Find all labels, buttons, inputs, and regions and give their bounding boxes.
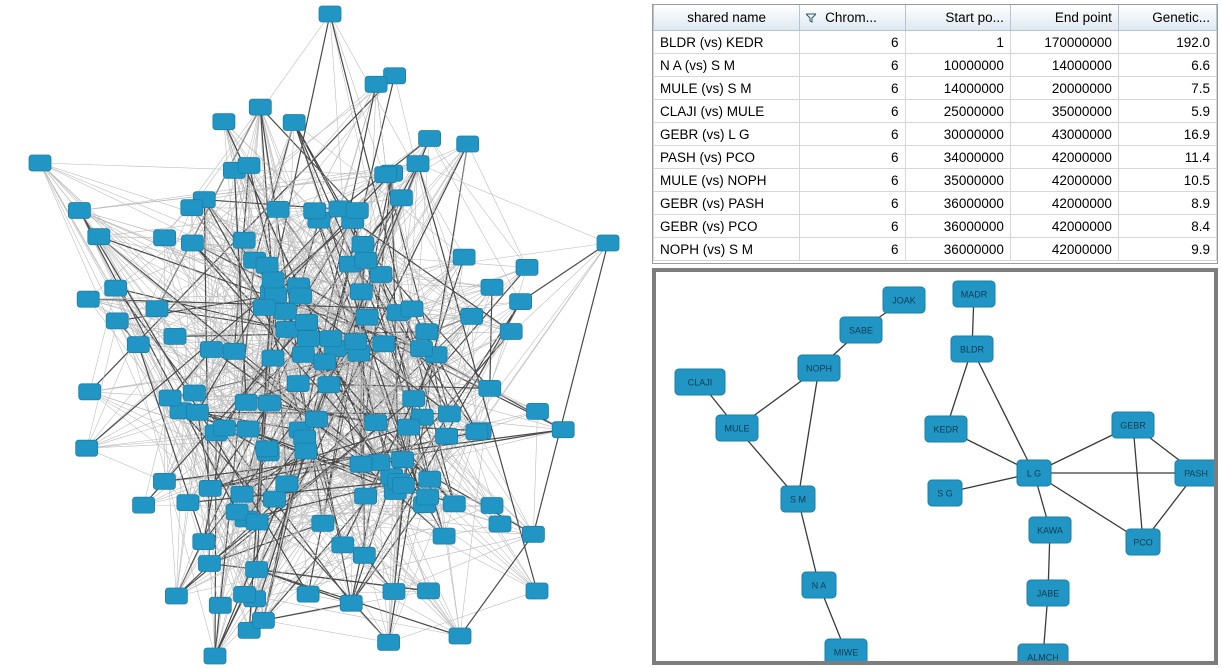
main-network-node[interactable] <box>177 495 199 511</box>
filter-icon[interactable] <box>806 11 816 21</box>
table-cell-start_point[interactable]: 36000000 <box>905 192 1010 215</box>
table-row[interactable] <box>654 146 1217 169</box>
main-network-node[interactable] <box>246 562 268 578</box>
main-network-node[interactable] <box>453 249 475 265</box>
main-network-node[interactable] <box>77 291 99 307</box>
main-network-node[interactable] <box>274 303 296 319</box>
main-network-node[interactable] <box>552 422 574 438</box>
subnetwork-node-kawa[interactable] <box>1029 517 1071 543</box>
subnetwork-node-miwe[interactable] <box>825 639 867 661</box>
main-network-node[interactable] <box>133 497 155 513</box>
main-network-node[interactable] <box>200 342 222 358</box>
table-cell-genetic[interactable]: 8.9 <box>1118 192 1216 215</box>
main-network-node[interactable] <box>213 420 235 436</box>
subnetwork-edge[interactable] <box>972 349 1034 473</box>
table-cell-shared_name[interactable]: GEBR (vs) L G <box>654 123 800 146</box>
main-network-edge <box>418 164 608 243</box>
main-network-node[interactable] <box>392 477 414 493</box>
main-network-node[interactable] <box>209 597 231 613</box>
main-network-node[interactable] <box>417 489 439 505</box>
subnetwork-node-noph[interactable] <box>798 355 840 381</box>
main-network-node[interactable] <box>466 424 488 440</box>
main-network-node[interactable] <box>267 201 289 217</box>
main-network-node[interactable] <box>401 301 423 317</box>
node-label: BLDR <box>959 344 985 355</box>
node-label: JABE <box>1036 588 1060 599</box>
table-row[interactable] <box>654 100 1217 123</box>
table-cell-shared_name[interactable]: BLDR (vs) KEDR <box>654 31 800 54</box>
main-network-node[interactable] <box>500 324 522 340</box>
main-network-node[interactable] <box>350 284 372 300</box>
main-network-node[interactable] <box>365 415 387 431</box>
column-header-end-point[interactable] <box>1010 5 1118 31</box>
main-network-node[interactable] <box>186 404 208 420</box>
table-cell-chromosome[interactable]: 6 <box>800 215 905 238</box>
main-network-node[interactable] <box>256 441 278 457</box>
table-cell-start_point[interactable]: 14000000 <box>905 77 1010 100</box>
table-cell-genetic[interactable]: 16.9 <box>1118 123 1216 146</box>
table-row[interactable] <box>654 123 1217 146</box>
node-label: SABE <box>848 325 874 336</box>
table-cell-chromosome[interactable]: 6 <box>800 100 905 123</box>
table-cell-genetic[interactable]: 8.4 <box>1118 215 1216 238</box>
main-network-node[interactable] <box>522 526 544 542</box>
table-cell-genetic[interactable]: 5.9 <box>1118 100 1216 123</box>
main-network-node[interactable] <box>276 321 298 337</box>
table-cell-start_point[interactable]: 36000000 <box>905 215 1010 238</box>
subnetwork-node-sg[interactable] <box>928 480 962 506</box>
main-network-node[interactable] <box>235 394 257 410</box>
table-cell-start_point[interactable]: 10000000 <box>905 54 1010 77</box>
main-network-node[interactable] <box>181 235 203 251</box>
table-row[interactable] <box>654 31 1217 54</box>
subnetwork-node-sm[interactable] <box>781 486 815 512</box>
table-cell-chromosome[interactable]: 6 <box>800 31 905 54</box>
main-network-node[interactable] <box>481 279 503 295</box>
main-network-node[interactable] <box>418 583 440 599</box>
main-network-node[interactable] <box>306 411 328 427</box>
node-label: GEBR <box>1120 420 1146 431</box>
main-network-node[interactable] <box>204 648 226 664</box>
table-cell-end_point[interactable]: 35000000 <box>1010 100 1118 123</box>
main-network-node[interactable] <box>237 421 259 437</box>
main-network-node[interactable] <box>262 272 284 288</box>
main-network-node[interactable] <box>332 537 354 553</box>
main-network-node[interactable] <box>419 471 441 487</box>
table-cell-end_point[interactable]: 42000000 <box>1010 215 1118 238</box>
column-label-chromosome: Chrom... <box>825 10 877 25</box>
table-cell-genetic[interactable]: 9.9 <box>1118 238 1216 261</box>
column-label-genetic: Genetic... <box>1152 10 1210 25</box>
main-network-node[interactable] <box>365 76 387 92</box>
main-network-node[interactable] <box>479 380 501 396</box>
main-network-node[interactable] <box>383 584 405 600</box>
main-network-node[interactable] <box>287 376 309 392</box>
column-header-start-point[interactable] <box>905 5 1010 31</box>
main-network-node[interactable] <box>352 236 374 252</box>
table-cell-chromosome[interactable]: 6 <box>800 77 905 100</box>
table-cell-shared_name[interactable]: MULE (vs) NOPH <box>654 169 800 192</box>
table-cell-shared_name[interactable]: CLAJI (vs) MULE <box>654 100 800 123</box>
table-row[interactable] <box>654 238 1217 261</box>
main-network-node[interactable] <box>295 443 317 459</box>
main-network-node[interactable] <box>355 488 377 504</box>
main-network-node[interactable] <box>233 232 255 248</box>
node-label: MADR <box>960 289 988 300</box>
main-network-node[interactable] <box>457 136 479 152</box>
node-label: L G <box>1026 468 1042 479</box>
subnetwork-node-jabe[interactable] <box>1027 580 1069 606</box>
main-network-node[interactable] <box>489 516 511 532</box>
main-network-node[interactable] <box>449 628 471 644</box>
main-network-nodes[interactable] <box>29 6 619 664</box>
node-label: MIWE <box>833 647 859 658</box>
main-network-node[interactable] <box>407 156 429 172</box>
table-cell-chromosome[interactable]: 6 <box>800 146 905 169</box>
main-network-node[interactable] <box>416 324 438 340</box>
main-network-node[interactable] <box>481 498 503 514</box>
subnetwork-node-n_a[interactable] <box>802 572 836 598</box>
table-cell-chromosome[interactable]: 6 <box>800 54 905 77</box>
main-network-node[interactable] <box>246 514 268 530</box>
main-network-node[interactable] <box>79 384 101 400</box>
main-network-node[interactable] <box>373 336 395 352</box>
subnetwork-node-lg[interactable] <box>1017 460 1051 486</box>
main-network-edge <box>418 164 472 317</box>
main-network-node[interactable] <box>159 390 181 406</box>
table-body[interactable] <box>654 31 1217 261</box>
subnetwork-node-almch[interactable] <box>1018 644 1068 661</box>
table-cell-genetic[interactable]: 6.6 <box>1118 54 1216 77</box>
table-cell-shared_name[interactable]: MULE (vs) S M <box>654 77 800 100</box>
table-cell-end_point[interactable]: 14000000 <box>1010 54 1118 77</box>
main-network-node[interactable] <box>398 419 420 435</box>
main-network-node[interactable] <box>105 280 127 296</box>
table-cell-shared_name[interactable]: PASH (vs) PCO <box>654 146 800 169</box>
main-network-node[interactable] <box>226 504 248 520</box>
table-cell-end_point[interactable]: 42000000 <box>1010 146 1118 169</box>
main-network-node[interactable] <box>199 480 221 496</box>
main-network-node[interactable] <box>213 114 235 130</box>
table-cell-end_point[interactable]: 20000000 <box>1010 77 1118 100</box>
table-cell-chromosome[interactable]: 6 <box>800 238 905 261</box>
main-network-node[interactable] <box>297 586 319 602</box>
main-network-edge <box>263 620 388 642</box>
table-cell-shared_name[interactable]: GEBR (vs) PCO <box>654 215 800 238</box>
main-network-node[interactable] <box>181 200 203 216</box>
edge-table-panel[interactable] <box>652 4 1218 264</box>
subnetwork-edge[interactable] <box>798 368 819 499</box>
table-row[interactable] <box>654 215 1217 238</box>
main-network-edge <box>533 243 608 534</box>
table-cell-genetic[interactable]: 11.4 <box>1118 146 1216 169</box>
column-header-shared-name[interactable] <box>654 5 800 31</box>
main-network-node[interactable] <box>106 313 128 329</box>
main-network-node[interactable] <box>304 203 326 219</box>
main-network-node[interactable] <box>264 491 286 507</box>
main-network-node[interactable] <box>314 354 336 370</box>
table-cell-start_point[interactable]: 25000000 <box>905 100 1010 123</box>
subnetwork-node-madr[interactable] <box>953 281 995 307</box>
main-network-node[interactable] <box>350 456 372 472</box>
main-network-node[interactable] <box>390 190 412 206</box>
table-cell-end_point[interactable]: 170000000 <box>1010 31 1118 54</box>
main-network-node[interactable] <box>297 331 319 347</box>
table-cell-end_point[interactable]: 43000000 <box>1010 123 1118 146</box>
subnetwork-canvas[interactable] <box>656 272 1214 661</box>
main-network-edge <box>87 448 165 481</box>
node-label: PASH <box>1184 468 1208 479</box>
main-network-edge <box>40 163 170 398</box>
table-cell-shared_name[interactable]: NOPH (vs) S M <box>654 238 800 261</box>
subnetwork-edges <box>700 294 1196 657</box>
subnetwork-view[interactable] <box>652 268 1218 665</box>
main-network-node[interactable] <box>312 515 334 531</box>
main-network-node[interactable] <box>146 301 168 317</box>
main-network-node[interactable] <box>88 229 110 245</box>
main-network-node[interactable] <box>318 377 340 393</box>
main-network-node[interactable] <box>526 583 548 599</box>
main-network-node[interactable] <box>262 350 284 366</box>
main-network-node[interactable] <box>355 252 377 268</box>
table-cell-genetic[interactable]: 7.5 <box>1118 77 1216 100</box>
main-network-edge <box>79 211 115 289</box>
table-cell-start_point[interactable]: 30000000 <box>905 123 1010 146</box>
main-network-node[interactable] <box>29 155 51 171</box>
node-label: CLAJI <box>687 377 713 388</box>
main-network-node[interactable] <box>356 309 378 325</box>
main-network-edge <box>249 107 260 165</box>
main-network-node[interactable] <box>461 308 483 324</box>
subnetwork-node-pash[interactable] <box>1175 460 1214 486</box>
main-network-node[interactable] <box>403 391 425 407</box>
main-network-node[interactable] <box>392 452 414 468</box>
main-network-node[interactable] <box>353 547 375 563</box>
table-header-row <box>654 5 1217 31</box>
main-network-node[interactable] <box>436 428 458 444</box>
subnetwork-node-bldr[interactable] <box>951 336 993 362</box>
main-network-node[interactable] <box>433 528 455 544</box>
main-network-node[interactable] <box>319 6 341 22</box>
node-label: JOAK <box>892 295 916 306</box>
subnetwork-node-mule[interactable] <box>716 415 758 441</box>
node-label: NOPH <box>805 363 833 374</box>
main-network-node[interactable] <box>68 203 90 219</box>
table-cell-shared_name[interactable]: N A (vs) S M <box>654 54 800 77</box>
main-network-node[interactable] <box>238 158 260 174</box>
subnetwork-node-claji[interactable] <box>675 369 725 395</box>
table-cell-shared_name[interactable]: GEBR (vs) PASH <box>654 192 800 215</box>
main-network-node[interactable] <box>76 440 98 456</box>
column-label-shared-name: shared name <box>687 10 767 25</box>
table-cell-end_point[interactable]: 42000000 <box>1010 238 1118 261</box>
main-network-node[interactable] <box>290 288 312 304</box>
main-network-node[interactable] <box>252 612 274 628</box>
main-network-node[interactable] <box>256 257 278 273</box>
main-network-node[interactable] <box>199 556 221 572</box>
main-network-node[interactable] <box>276 476 298 492</box>
main-network-node[interactable] <box>193 534 215 550</box>
node-label: ALMCH <box>1027 652 1059 661</box>
main-network-node[interactable] <box>320 331 342 347</box>
subnetwork-node-gebr[interactable] <box>1112 412 1154 438</box>
main-network-node[interactable] <box>164 328 186 344</box>
main-network-node[interactable] <box>296 314 318 330</box>
edge-table[interactable] <box>653 5 1217 261</box>
table-cell-start_point[interactable]: 1 <box>905 31 1010 54</box>
table-cell-start_point[interactable]: 35000000 <box>905 169 1010 192</box>
main-network-node[interactable] <box>443 496 465 512</box>
node-label: MULE <box>724 423 750 434</box>
main-network-node[interactable] <box>340 595 362 611</box>
table-cell-chromosome[interactable]: 6 <box>800 123 905 146</box>
subnetwork-nodes[interactable] <box>675 281 1214 661</box>
table-cell-genetic[interactable]: 10.5 <box>1118 169 1216 192</box>
main-network-node[interactable] <box>127 337 149 353</box>
table-cell-start_point[interactable]: 36000000 <box>905 238 1010 261</box>
main-network-node[interactable] <box>378 634 400 650</box>
main-network-node[interactable] <box>223 343 245 359</box>
main-network-node[interactable] <box>375 167 397 183</box>
main-network-node[interactable] <box>183 385 205 401</box>
subnetwork-node-kedr[interactable] <box>925 416 967 442</box>
main-network-node[interactable] <box>345 334 367 350</box>
subnetwork-node-joak[interactable] <box>883 287 925 313</box>
main-network-node[interactable] <box>253 299 275 315</box>
table-cell-end_point[interactable]: 42000000 <box>1010 169 1118 192</box>
main-network-node[interactable] <box>370 267 392 283</box>
main-network-edge <box>40 163 386 175</box>
main-network-node[interactable] <box>154 230 176 246</box>
main-network-node[interactable] <box>153 473 175 489</box>
main-network-node[interactable] <box>346 203 368 219</box>
table-row[interactable] <box>654 54 1217 77</box>
main-network-node[interactable] <box>165 588 187 604</box>
main-network-node[interactable] <box>527 403 549 419</box>
node-label: KEDR <box>933 424 959 435</box>
column-label-start-point: Start po... <box>945 10 1004 25</box>
node-label: KAWA <box>1037 525 1063 536</box>
table-cell-chromosome[interactable]: 6 <box>800 169 905 192</box>
main-network-node[interactable] <box>283 115 305 131</box>
main-network-node[interactable] <box>597 235 619 251</box>
subnetwork-edge[interactable] <box>1133 425 1143 542</box>
main-network-node[interactable] <box>231 486 253 502</box>
main-network-node[interactable] <box>516 259 538 275</box>
table-cell-end_point[interactable]: 42000000 <box>1010 192 1118 215</box>
node-label: PCO <box>1133 537 1153 548</box>
subnetwork-node-pco[interactable] <box>1126 529 1160 555</box>
table-row[interactable] <box>654 192 1217 215</box>
table-cell-chromosome[interactable]: 6 <box>800 192 905 215</box>
table-row[interactable] <box>654 169 1217 192</box>
table-row[interactable] <box>654 77 1217 100</box>
main-network-node[interactable] <box>259 395 281 411</box>
main-network-node[interactable] <box>419 131 441 147</box>
column-header-genetic[interactable] <box>1118 5 1216 31</box>
column-label-end-point: End point <box>1054 10 1112 25</box>
column-header-chromosome[interactable] <box>800 5 905 31</box>
node-label: N A <box>811 580 827 591</box>
table-cell-genetic[interactable]: 192.0 <box>1118 31 1216 54</box>
main-network-node[interactable] <box>249 99 271 115</box>
main-network-node[interactable] <box>438 406 460 422</box>
main-network-node[interactable] <box>510 294 532 310</box>
subnetwork-node-sabe[interactable] <box>840 317 882 343</box>
main-network-node[interactable] <box>411 341 433 357</box>
main-network-node[interactable] <box>292 346 314 362</box>
table-cell-start_point[interactable]: 34000000 <box>905 146 1010 169</box>
node-label: S M <box>789 494 807 505</box>
main-network-node[interactable] <box>234 586 256 602</box>
node-label: S G <box>937 488 953 499</box>
main-network-edge <box>533 411 537 534</box>
